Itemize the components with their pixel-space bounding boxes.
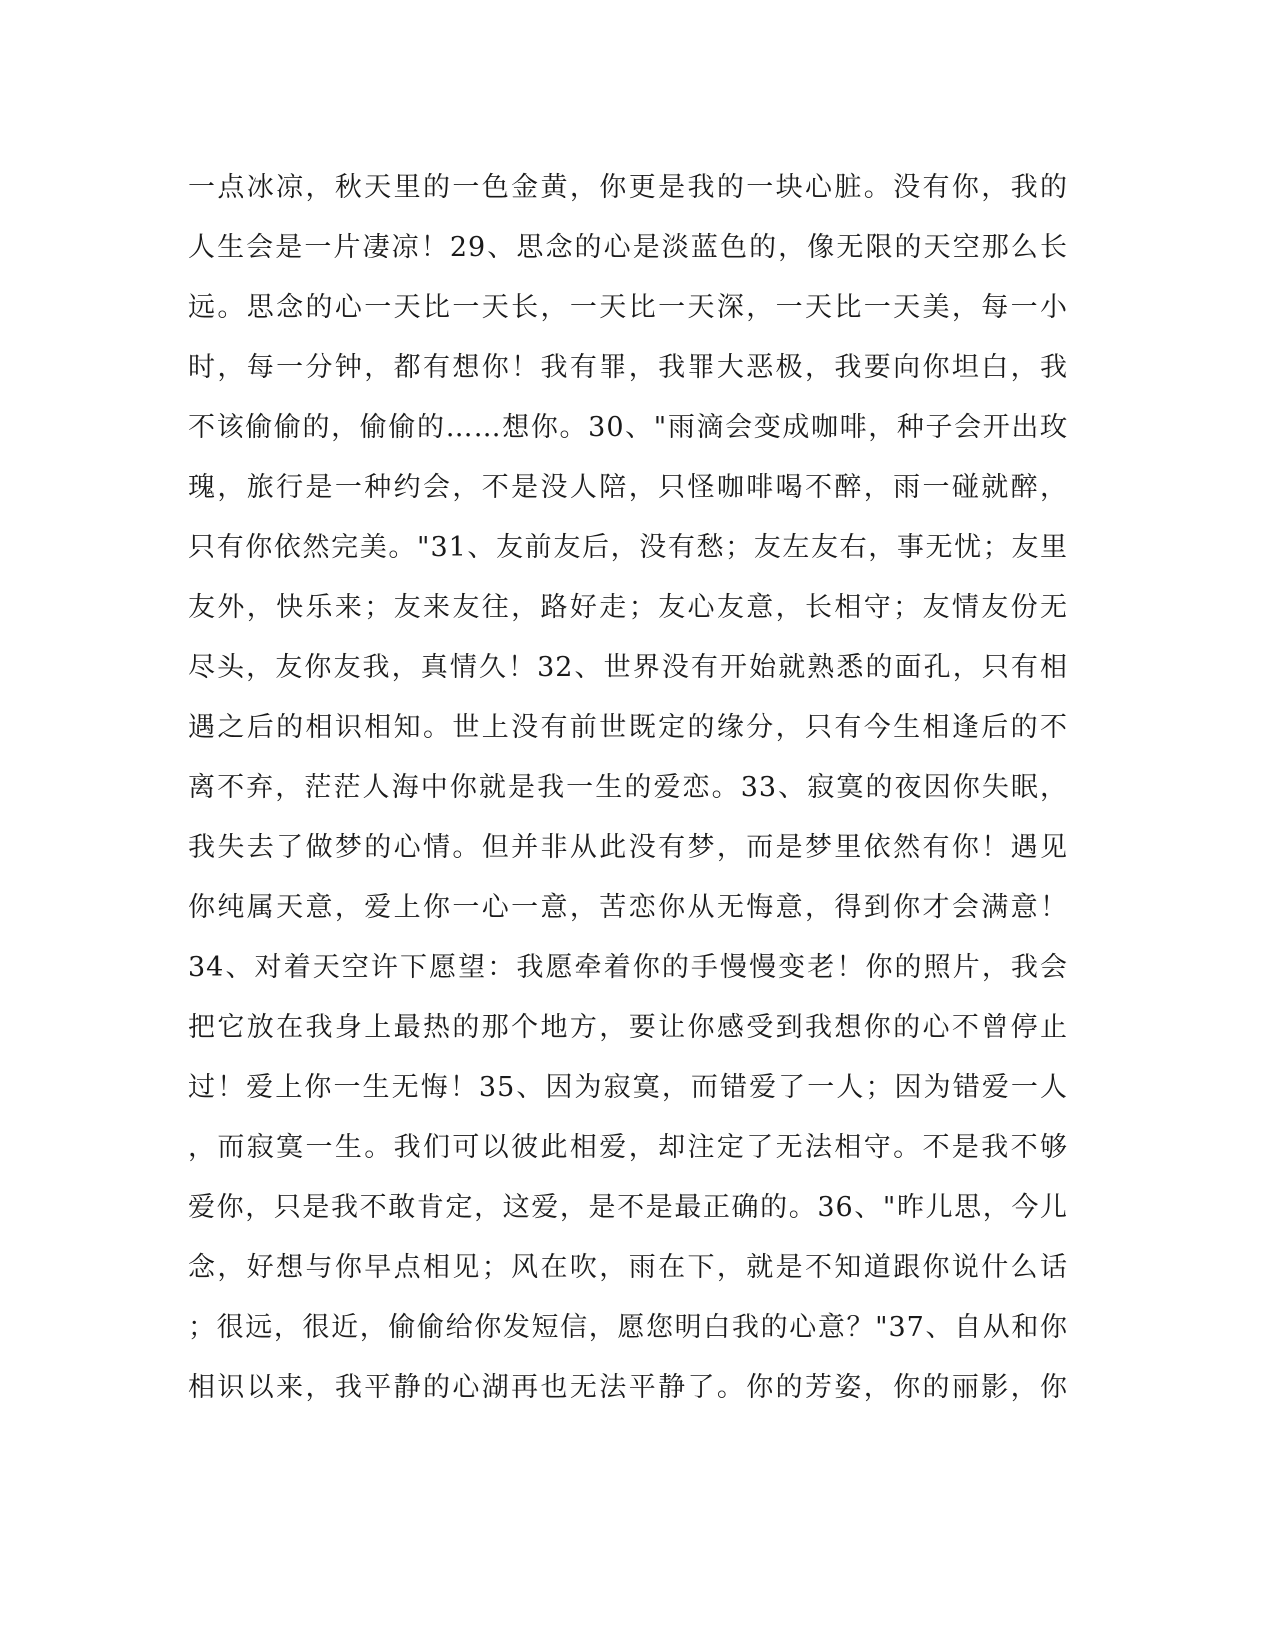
text-line-19: 念，好想与你早点相见；风在吹，雨在下，就是不知道跟你说什么话 [188, 1252, 1068, 1283]
text-line-11: 离不弃，茫茫人海中你就是我一生的爱恋。33、寂寞的夜因你失眠， [188, 772, 1068, 803]
body-text [188, 158, 1068, 1418]
text-line-8: 友外，快乐来；友来友往，路好走；友心友意，长相守；友情友份无 [188, 592, 1068, 623]
text-line-7: 只有你依然完美。"31、友前友后，没有愁；友左友右，事无忧；友里 [188, 532, 1068, 563]
text-line-5: 不该偷偷的，偷偷的……想你。30、"雨滴会变成咖啡，种子会开出玫 [188, 412, 1068, 443]
text-line-1: 一点冰凉，秋天里的一色金黄，你更是我的一块心脏。没有你，我的 [188, 172, 1068, 203]
text-line-10: 遇之后的相识相知。世上没有前世既定的缘分，只有今生相逢后的不 [188, 712, 1068, 743]
text-line-2: 人生会是一片凄凉！29、思念的心是淡蓝色的，像无限的天空那么长 [188, 232, 1068, 263]
text-line-16: 过！爱上你一生无悔！35、因为寂寞，而错爱了一人；因为错爱一人 [188, 1072, 1068, 1103]
text-line-18: 爱你，只是我不敢肯定，这爱，是不是最正确的。36、"昨儿思，今儿 [188, 1192, 1068, 1223]
text-line-4: 时，每一分钟，都有想你！我有罪，我罪大恶极，我要向你坦白，我 [188, 352, 1068, 383]
text-line-21: 相识以来，我平静的心湖再也无法平静了。你的芳姿，你的丽影，你 [188, 1372, 1068, 1403]
text-line-12: 我失去了做梦的心情。但并非从此没有梦，而是梦里依然有你！遇见 [188, 832, 1068, 863]
text-line-20: ；很远，很近，偷偷给你发短信，愿您明白我的心意？"37、自从和你 [188, 1312, 1068, 1343]
text-line-14: 34、对着天空许下愿望：我愿牵着你的手慢慢变老！你的照片，我会 [188, 952, 1068, 983]
text-line-6: 瑰，旅行是一种约会，不是没人陪，只怪咖啡喝不醉，雨一碰就醉， [188, 472, 1068, 503]
text-line-15: 把它放在我身上最热的那个地方，要让你感受到我想你的心不曾停止 [188, 1012, 1068, 1043]
text-line-3: 远。思念的心一天比一天长，一天比一天深，一天比一天美，每一小 [188, 292, 1068, 323]
text-line-13: 你纯属天意，爱上你一心一意，苦恋你从无悔意，得到你才会满意！ [188, 892, 1068, 923]
text-line-17: ，而寂寞一生。我们可以彼此相爱，却注定了无法相守。不是我不够 [188, 1132, 1068, 1163]
text-line-9: 尽头，友你友我，真情久！32、世界没有开始就熟悉的面孔，只有相 [188, 652, 1068, 683]
